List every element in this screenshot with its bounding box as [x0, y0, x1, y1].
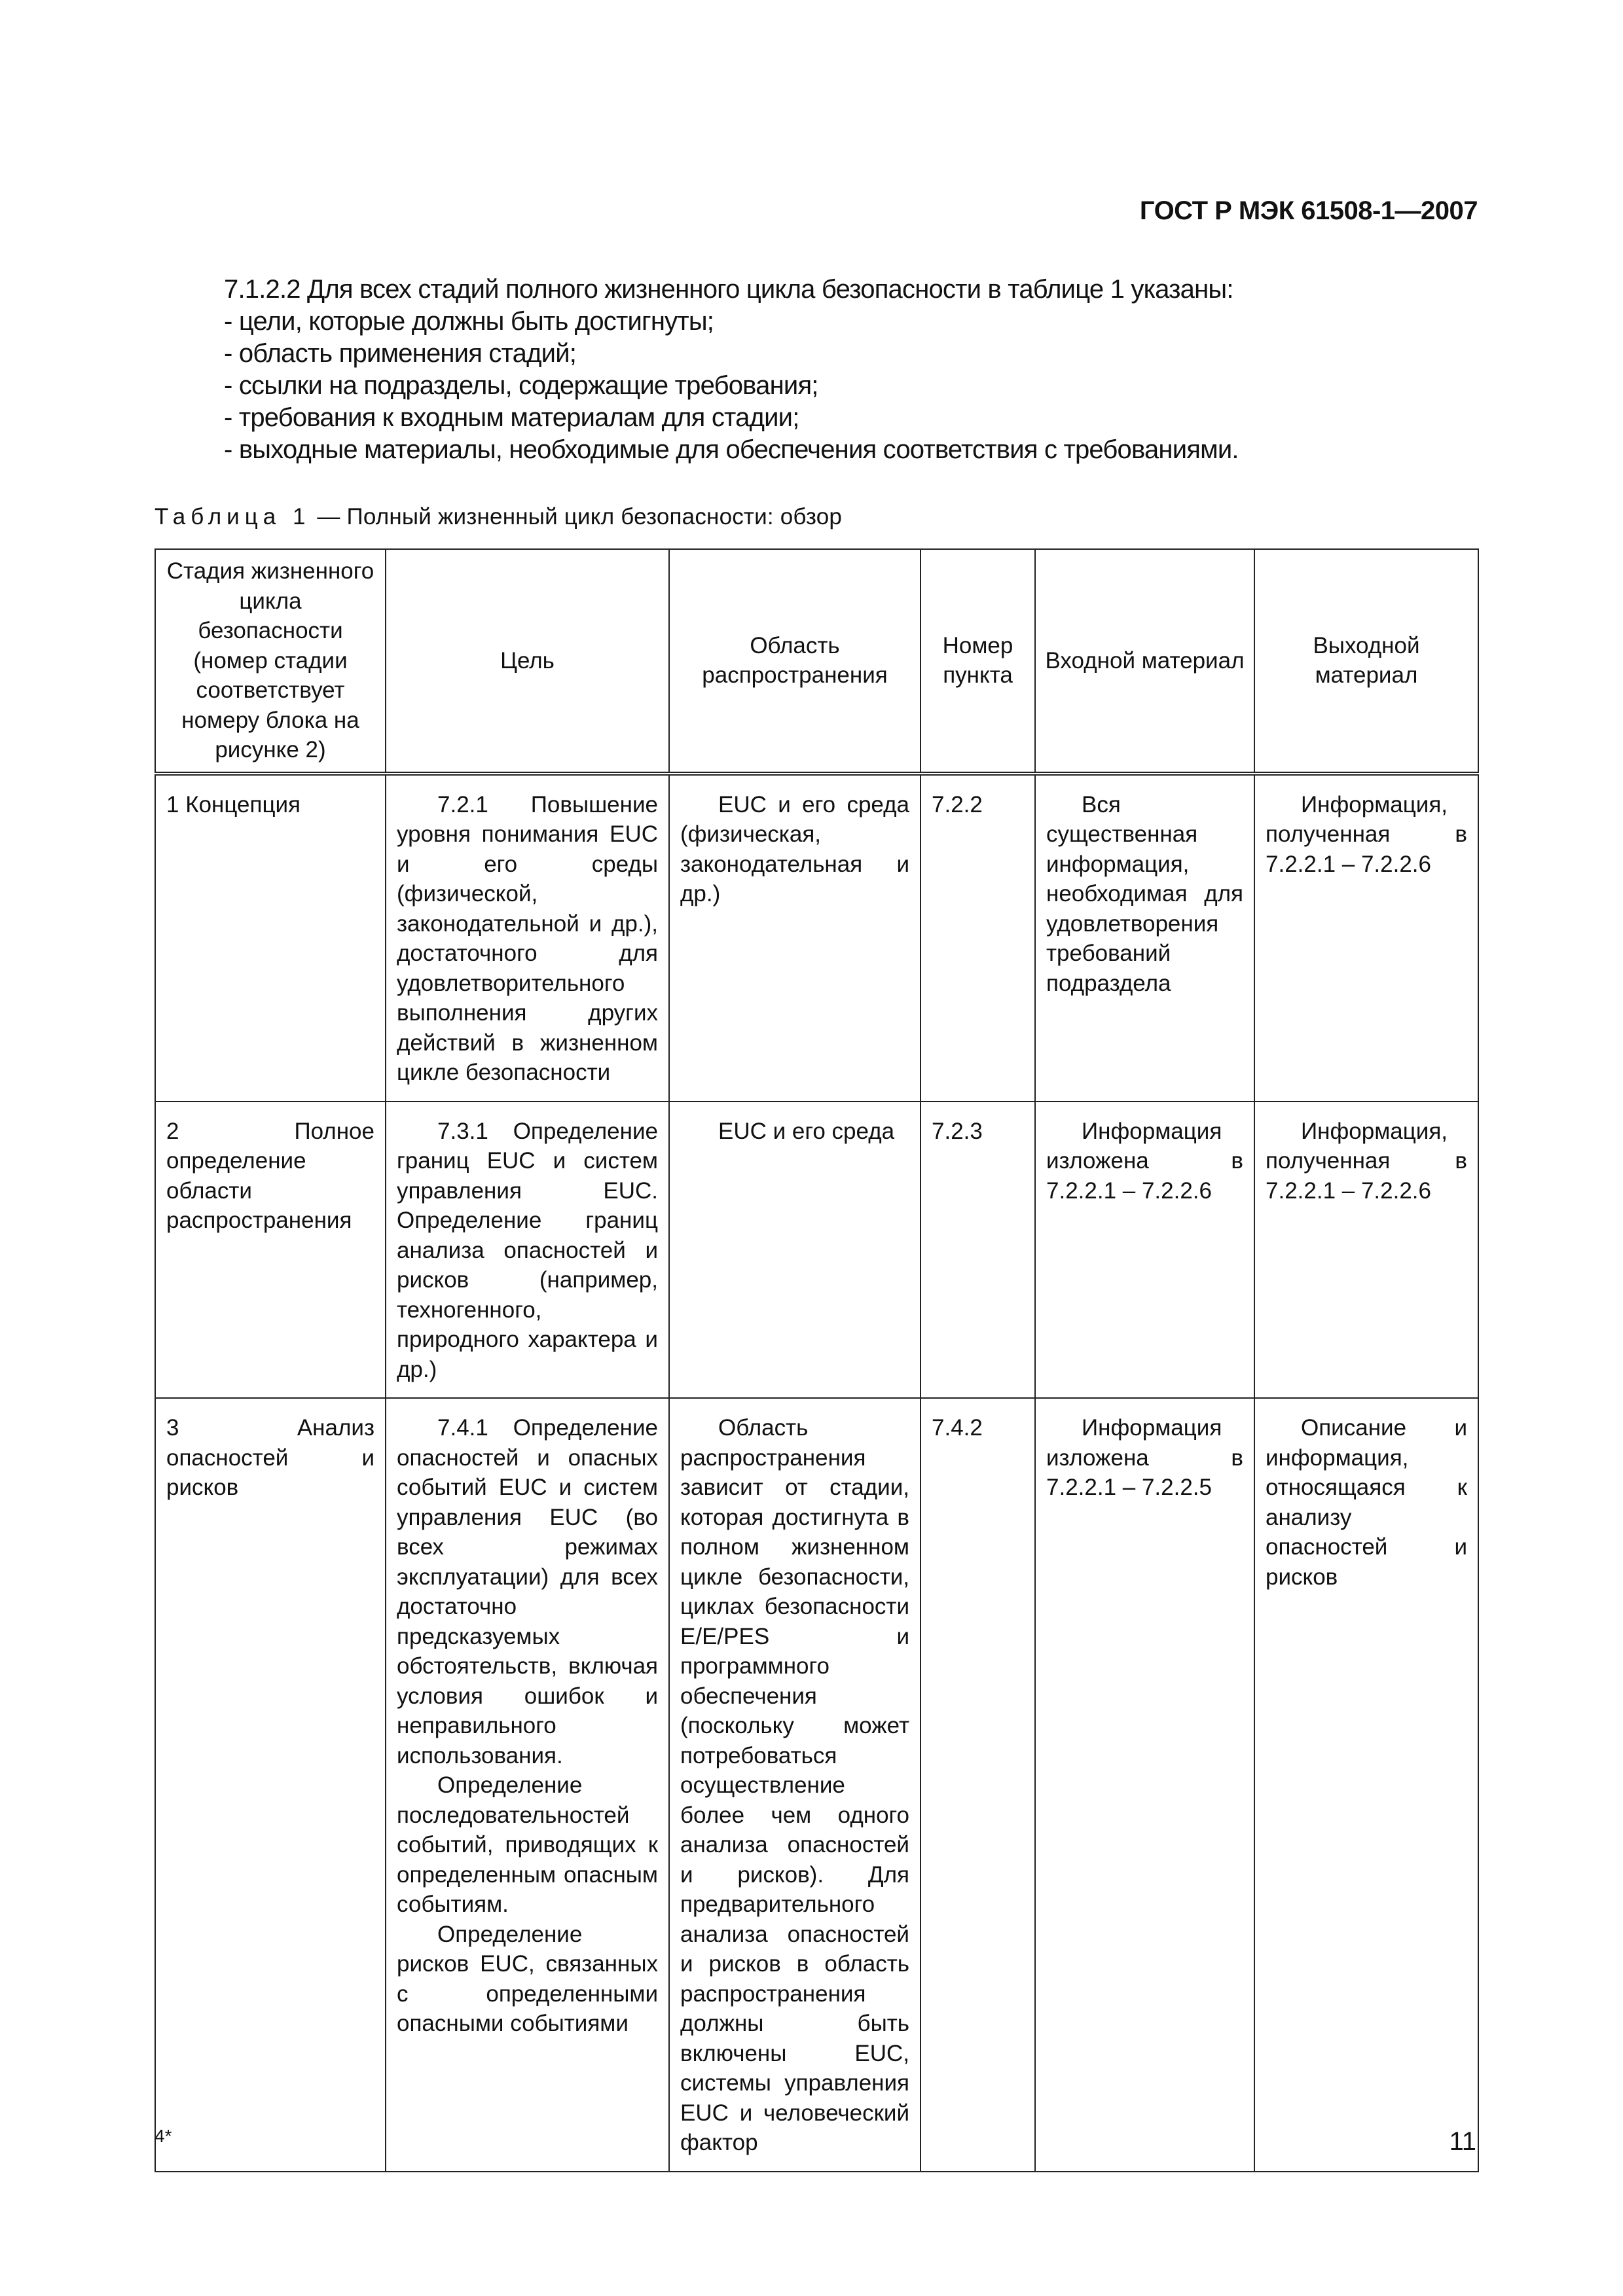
cell-stage: 2 Полное определение области распространения	[155, 1102, 386, 1399]
cell-clause: 7.2.2	[921, 774, 1035, 1102]
table-caption	[155, 504, 842, 530]
goal-paragraph: 7.4.1 Определение опасностей и опасных событий EUC и систем управления EUC (во всех режимах эксплуатации) для всех достаточно предсказуемых обстоятельств, включая условия ошибок и неправильного использования.	[397, 1415, 658, 1768]
scope-paragraph: EUC и его среда (физическая, законодательная и др.)	[680, 791, 909, 906]
cell-output: Описание и информация, относящаяся к анализу опасностей и рисков	[1254, 1398, 1478, 2172]
cell-input: Вся существенная информация, необходимая для удовлетворения требований подраздела	[1035, 774, 1254, 1102]
intro-line: 7.1.2.2 Для всех стадий полного жизненного цикла безопасности в таблице 1 указаны:	[224, 275, 1233, 304]
goal-paragraph: Определение рисков EUC, связанных с определенными опасными событиями	[397, 1921, 658, 2036]
column-header-stage: Стадия жизненного цикла безопасности (номер стадии соответствует номеру блока на рисунке 2)	[155, 549, 386, 774]
column-header-clause: Номер пункта	[921, 549, 1035, 774]
table-row	[155, 1102, 1478, 1399]
intro-line: - выходные материалы, необходимые для обеспечения соответствия с требованиями.	[224, 435, 1239, 464]
goal-paragraph: Определение последовательностей событий, приводящих к определенным опасным событиям.	[397, 1772, 658, 1917]
intro-line: - ссылки на подразделы, содержащие требования;	[224, 371, 818, 400]
intro-line: - цели, которые должны быть достигнуты;	[224, 307, 714, 336]
cell-goal	[386, 1398, 669, 2172]
intro-line: - требования к входным материалам для стадии;	[224, 403, 799, 432]
cell-output: Информация, полученная в 7.2.2.1 – 7.2.2.6	[1254, 774, 1478, 1102]
column-header-scope: Область распространения	[669, 549, 921, 774]
intro-line: - область применения стадий;	[224, 339, 577, 368]
table-caption-text: — Полный жизненный цикл безопасности: обзор	[310, 504, 843, 529]
scope-paragraph: EUC и его среда	[718, 1118, 895, 1144]
cell-scope	[669, 774, 921, 1102]
page-number: 11	[1449, 2127, 1476, 2156]
column-header-input: Входной материал	[1035, 549, 1254, 774]
cell-output: Информация, полученная в 7.2.2.1 – 7.2.2.6	[1254, 1102, 1478, 1399]
cell-goal	[386, 1102, 669, 1399]
cell-goal	[386, 774, 669, 1102]
scope-paragraph: Область распространения зависит от стадии, которая достигнута в полном жизненном цикле безопасности, циклах безопасности E/E/PES и программного обеспечения (поскольку может потребоваться осуществление более чем одного анализа опасностей и рисков). Для предварительного анализа опасностей и рисков в область распространения должны быть включены EUC, системы управления EUC и человеческий фактор	[680, 1415, 909, 2155]
goal-paragraph: 7.3.1 Определение границ EUC и систем управления EUC. Определение границ анализа опасностей и рисков (например, техногенного, природного характера и др.)	[397, 1118, 658, 1382]
sheet-mark: 4*	[155, 2126, 172, 2146]
intro-paragraph	[224, 274, 1478, 466]
cell-stage: 1 Концепция	[155, 774, 386, 1102]
cell-stage: 3 Анализ опасностей и рисков	[155, 1398, 386, 2172]
cell-input: Информация изложена в 7.2.2.1 – 7.2.2.5	[1035, 1398, 1254, 2172]
table-row	[155, 774, 1478, 1102]
lifecycle-overview-table	[155, 548, 1479, 2172]
document-code: ГОСТ Р МЭК 61508-1—2007	[1139, 196, 1478, 225]
cell-clause: 7.2.3	[921, 1102, 1035, 1399]
table-row	[155, 1398, 1478, 2172]
cell-clause: 7.4.2	[921, 1398, 1035, 2172]
cell-scope	[669, 1398, 921, 2172]
column-header-output: Выходной материал	[1254, 549, 1478, 774]
column-header-goal: Цель	[386, 549, 669, 774]
table-caption-label: Таблица 1	[155, 504, 311, 529]
cell-input: Информация изложена в 7.2.2.1 – 7.2.2.6	[1035, 1102, 1254, 1399]
table-header-row	[155, 549, 1478, 774]
goal-paragraph: 7.2.1 Повышение уровня понимания EUC и его среды (физической, законодательной и др.), достаточного для удовлетворительного выполнения других действий в жизненном цикле безопасности	[397, 791, 658, 1085]
cell-scope	[669, 1102, 921, 1399]
